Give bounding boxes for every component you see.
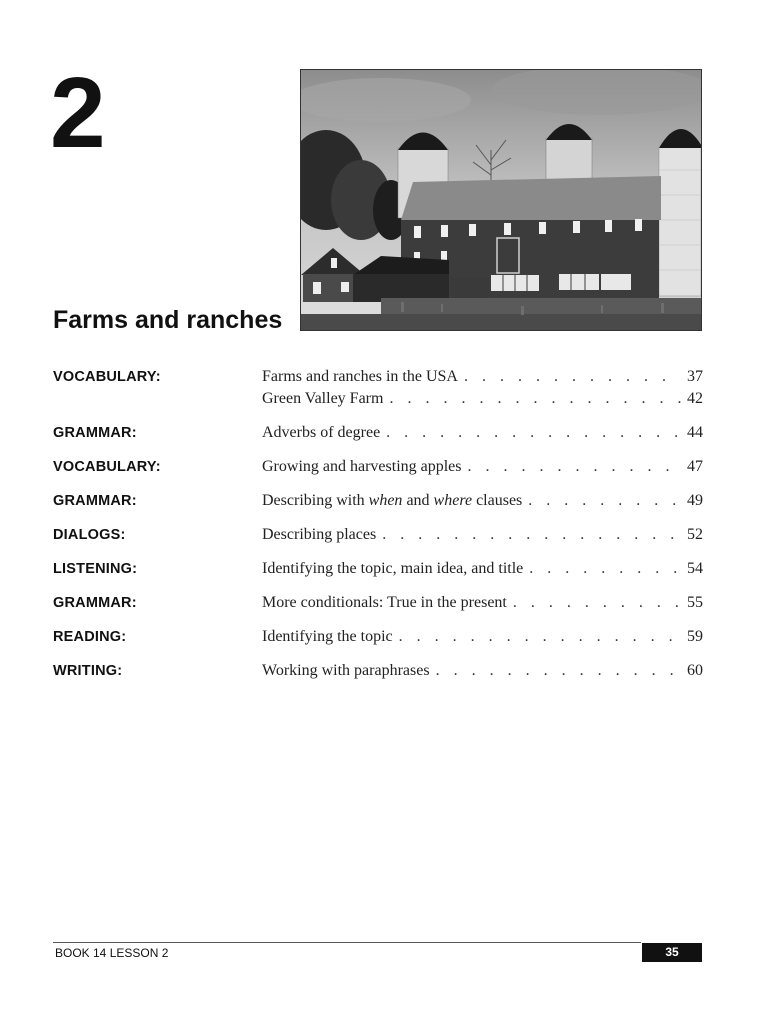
toc-entry (262, 388, 703, 410)
toc-entry-text: More conditionals: True in the present (262, 594, 507, 611)
toc-entry (262, 558, 703, 580)
chapter-number: 2 (50, 57, 106, 169)
toc-entry-title (262, 592, 507, 614)
toc-page-number: 44 (687, 424, 703, 441)
toc-entry-text: Identifying the topic (262, 628, 393, 645)
toc-row (53, 422, 703, 444)
toc-entry-title (262, 422, 380, 444)
footer-book-lesson: BOOK 14 LESSON 2 (55, 946, 169, 960)
chapter-title: Farms and ranches (53, 306, 283, 334)
toc-entry-title (262, 490, 522, 512)
toc-section-label: GRAMMAR: (53, 425, 137, 441)
toc-section-label: DIALOGS: (53, 527, 126, 543)
toc-section-label: GRAMMAR: (53, 595, 137, 611)
toc-leader-dots (389, 388, 681, 410)
toc-section-label: VOCABULARY: (53, 459, 161, 475)
toc-entry-text: Growing and harvesting apples (262, 458, 462, 475)
toc-leader-dots (529, 558, 681, 580)
toc-entry-title (262, 558, 523, 580)
toc-entry-title (262, 388, 383, 410)
toc-leader-dots (528, 490, 681, 512)
toc-entry-text: clauses (472, 492, 523, 509)
toc-page-number: 47 (687, 458, 703, 475)
toc-entry-title (262, 366, 458, 388)
toc-page-number: 37 (687, 368, 703, 385)
toc-page-number: 42 (687, 390, 703, 407)
toc-section-label: LISTENING: (53, 561, 138, 577)
table-of-contents (53, 366, 703, 682)
toc-entry (262, 456, 703, 478)
toc-entry (262, 626, 703, 648)
toc-entry-title (262, 626, 393, 648)
toc-entry-text: Identifying the topic, main idea, and title (262, 560, 524, 577)
farm-barn-photo (300, 69, 702, 331)
toc-leader-dots (386, 422, 681, 444)
toc-leader-dots (513, 592, 681, 614)
toc-entry-text: and (402, 492, 434, 509)
toc-section-label: WRITING: (53, 663, 123, 679)
toc-row (53, 592, 703, 614)
toc-row (53, 490, 703, 512)
toc-entry (262, 490, 703, 512)
toc-row (53, 558, 703, 580)
toc-section-label: READING: (53, 629, 127, 645)
toc-row (53, 456, 703, 478)
toc-entry-text: Farms and ranches in the USA (262, 368, 458, 385)
footer-rule (53, 942, 641, 943)
toc-entry-title (262, 660, 430, 682)
toc-entry-text: Describing places (262, 526, 377, 543)
toc-leader-dots (468, 456, 681, 478)
toc-entry-title (262, 456, 462, 478)
toc-entry-text: Adverbs of degree (262, 424, 381, 441)
toc-leader-dots (382, 524, 681, 546)
toc-page-number: 55 (687, 594, 703, 611)
toc-entry-text: Green Valley Farm (262, 390, 384, 407)
toc-page-number: 60 (687, 662, 703, 679)
toc-entry-text: Describing with (262, 492, 369, 509)
toc-row (53, 388, 703, 410)
toc-page-number: 52 (687, 526, 703, 543)
toc-leader-dots (399, 626, 681, 648)
toc-row (53, 366, 703, 388)
toc-entry (262, 660, 703, 682)
toc-entry-text: Working with paraphrases (262, 662, 430, 679)
toc-entry-title (262, 524, 376, 546)
toc-section-label: VOCABULARY: (53, 369, 161, 385)
toc-page-number: 59 (687, 628, 703, 645)
toc-leader-dots (436, 660, 681, 682)
toc-row (53, 660, 703, 682)
toc-row (53, 626, 703, 648)
toc-entry (262, 422, 703, 444)
toc-entry (262, 592, 703, 614)
toc-entry-italic-text: where (433, 492, 473, 509)
toc-section-label: GRAMMAR: (53, 493, 137, 509)
toc-entry (262, 366, 703, 388)
toc-leader-dots (464, 366, 681, 388)
toc-row (53, 524, 703, 546)
toc-page-number: 49 (687, 492, 703, 509)
toc-entry (262, 524, 703, 546)
footer-page-number: 35 (642, 943, 702, 962)
toc-page-number: 54 (687, 560, 703, 577)
toc-entry-italic-text: when (368, 492, 403, 509)
